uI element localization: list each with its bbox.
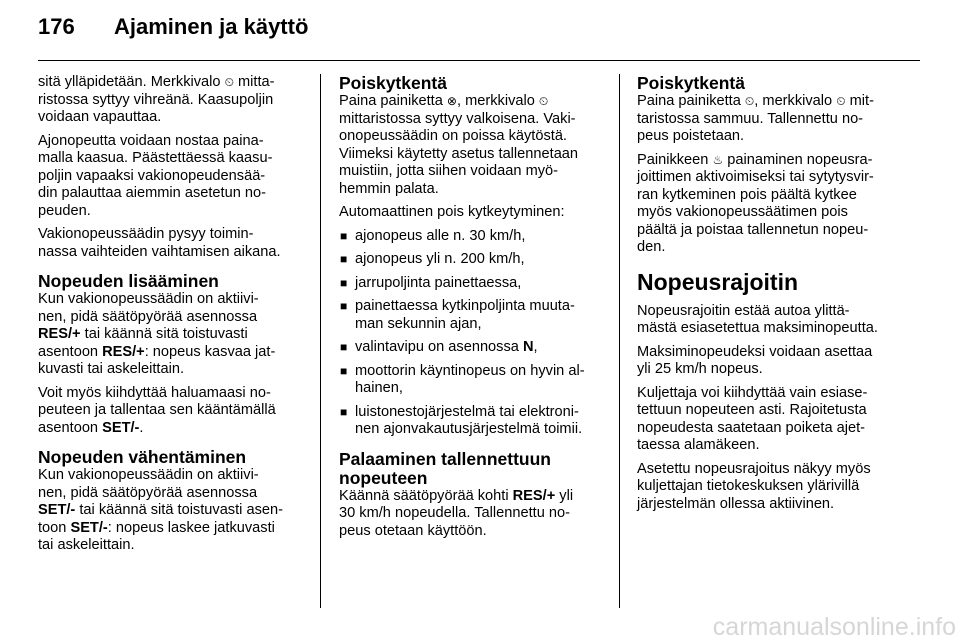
watermark: carmanualsonline.info <box>712 613 956 641</box>
list-item: ■ moottorin käyntinopeus on hyvin al- hainen, <box>340 362 585 396</box>
paragraph: Kun vakionopeussäädin on aktiivi- nen, pidä säätöpyörää asennossa RES/+ tai käännä sitä toistuvasti asentoon RES/+: nopeus kasvaa jat- kuvasti tai askeleittain. <box>38 291 276 377</box>
column-2 <box>339 74 609 546</box>
section-heading-increase: Nopeuden lisääminen <box>38 271 219 291</box>
cruise-indicator-icon: ⏲ <box>224 75 234 89</box>
list-item: ■ valintavipu on asennossa N, <box>340 339 538 355</box>
section-heading-off: Poiskytkentä <box>637 73 745 93</box>
page-title: Ajaminen ja käyttö <box>114 14 309 39</box>
page-number: 176 <box>38 14 75 39</box>
paragraph: Asetettu nopeusrajoitus näkyy myös kuljettajan tietokeskuksen ylärivillä järjestelmän ollessa aktiivinen. <box>637 460 871 512</box>
column-divider-2 <box>619 74 620 608</box>
paragraph: Vakionopeussäädin pysyy toimin- nassa vaihteiden vaihtamisen aikana. <box>38 226 281 260</box>
cruise-indicator-icon: ⏲ <box>538 94 549 108</box>
list-item: ■ luistonestojärjestelmä tai elektroni- nen ajonvakautusjärjestelmä toimii. <box>340 403 583 437</box>
section-heading-off: Poiskytkentä <box>339 73 447 93</box>
paragraph: Kun vakionopeussäädin on aktiivi- nen, pidä säätöpyörää asennossa SET/- tai käännä sitä toistuvasti asen- toon SET/-: nopeus laskee jatkuvasti tai askeleittain. <box>38 467 283 553</box>
speed-limiter-icon: ♨ <box>712 152 724 167</box>
list-item: ■ painettaessa kytkinpoljinta muuta- man sekunnin ajan, <box>340 298 575 332</box>
column-divider-1 <box>320 74 321 608</box>
paragraph: Painikkeen ♨ painaminen nopeusra- joittimen aktivoimiseksi tai sytytysvir- ran kytkeminen pois päältä kytkee myös vakionopeussäätimen pois päältä ja poistaa tallennetun nopeu- den. <box>637 151 874 255</box>
cruise-off-icon: ⊗ <box>446 94 457 108</box>
paragraph: Maksiminopeudeksi voidaan asettaa yli 25 km/h nopeus. <box>637 343 873 377</box>
cruise-indicator-icon: ⏲ <box>836 94 846 108</box>
column-3 <box>637 74 929 519</box>
paragraph: Voit myös kiihdyttää haluamaasi no- peuteen ja tallentaa sen kääntämällä asentoon SET/-. <box>38 384 276 436</box>
paragraph: Ajonopeutta voidaan nostaa paina- malla kaasua. Päästettäessä kaasu- poljin vapaaksi vakionopeudensää- din palauttaa aiemmin asetetun no- peuden. <box>38 132 273 219</box>
paragraph: Automaattinen pois kytkeytyminen: <box>339 204 565 220</box>
paragraph: Nopeusrajoitin estää autoa ylittä- mästä esiasetettua maksiminopeutta. <box>637 302 878 336</box>
paragraph: sitä ylläpidetään. Merkkivalo ⏲ mitta- ristossa syttyy vihreänä. Kaasupoljin voidaan vapauttaa. <box>38 74 275 125</box>
paragraph: Paina painiketta ⊗, merkkivalo ⏲ mittaristossa syttyy valkoisena. Vaki- onopeussäädin on poissa käytöstä. Viimeksi käytetty asetus tallennetaan muistiin, jotta siihen voidaan myö- hemmin palata. <box>339 93 579 197</box>
paragraph: Kuljettaja voi kiihdyttää vain esiase- tettuun nopeuteen asti. Rajoitetusta nopeudesta saatetaan poiketa ajet- taessa alamäkeen. <box>637 384 868 453</box>
bullet-list <box>339 228 609 439</box>
paragraph: Käännä säätöpyörää kohti RES/+ yli 30 km/h nopeudella. Tallennettu no- peus otetaan käyttöön. <box>339 487 574 539</box>
list-item: ■ ajonopeus yli n. 200 km/h, <box>340 251 525 267</box>
header-rule <box>38 60 920 61</box>
section-heading-return: Palaaminen tallennettuun nopeuteen <box>339 448 551 488</box>
cruise-indicator-icon: ⏲ <box>744 94 755 108</box>
paragraph: Paina painiketta ⏲, merkkivalo ⏲ mit- taristossa sammuu. Tallennettu no- peus poistetaan. <box>637 93 874 144</box>
list-item: ■ jarrupoljinta painettaessa, <box>340 274 522 291</box>
list-item: ■ ajonopeus alle n. 30 km/h, <box>340 227 526 244</box>
section-heading-decrease: Nopeuden vähentäminen <box>38 447 247 467</box>
section-heading-limiter: Nopeusrajoitin <box>637 268 799 295</box>
column-1 <box>38 74 310 561</box>
